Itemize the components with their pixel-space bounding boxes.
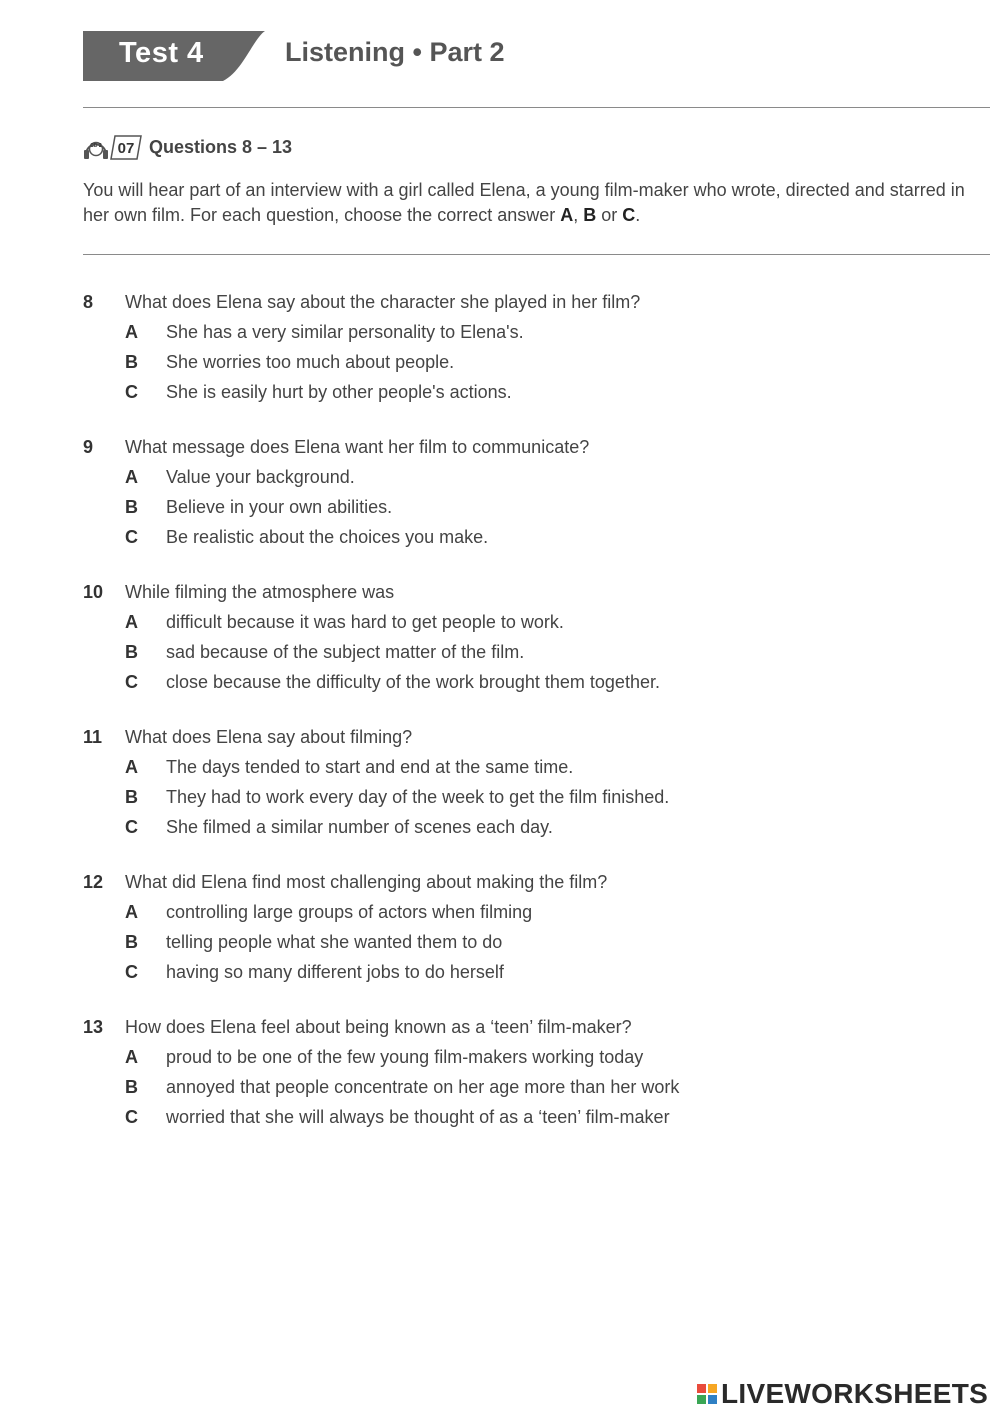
option-a[interactable] [83, 897, 983, 927]
option-letter: A [125, 756, 138, 777]
question-number: 9 [83, 436, 94, 457]
option-text: worried that she will always be thought of as a ‘teen’ film-maker [166, 1106, 670, 1127]
question-number: 12 [83, 871, 104, 892]
option-letter: B [125, 1076, 138, 1097]
question-number: 10 [83, 581, 104, 602]
option-text: close because the difficulty of the work brought them together. [166, 671, 660, 692]
option-c[interactable] [83, 377, 983, 407]
instructions-sep-2: or [596, 205, 623, 225]
logo-blocks-icon [697, 1384, 717, 1404]
section-title: Listening • Part 2 [285, 37, 505, 67]
logo-block [708, 1384, 717, 1393]
questions-heading [83, 133, 292, 161]
option-b[interactable] [83, 637, 983, 667]
option-text: telling people what she wanted them to do [166, 931, 503, 952]
option-a[interactable] [83, 607, 983, 637]
option-text: She filmed a similar number of scenes each day. [166, 816, 553, 837]
option-c[interactable] [83, 812, 983, 842]
top-divider [83, 107, 990, 108]
option-text: The days tended to start and end at the same time. [166, 756, 574, 777]
option-c[interactable] [83, 957, 983, 987]
test-number-label: Test 4 [119, 37, 204, 69]
instructions-end: . [635, 205, 641, 225]
option-letter: B [125, 496, 138, 517]
option-letter: C [125, 1106, 138, 1127]
option-text: She is easily hurt by other people's actions. [166, 381, 512, 402]
liveworksheets-logo[interactable] [697, 1378, 988, 1410]
option-text: Believe in your own abilities. [166, 496, 393, 517]
question-text: What did Elena find most challenging about making the film? [125, 871, 608, 892]
question-text: While filming the atmosphere was [125, 581, 395, 602]
option-c[interactable] [83, 1102, 983, 1132]
instructions-paragraph [83, 178, 983, 228]
question-text: What does Elena say about the character she played in her film? [125, 291, 641, 312]
option-a[interactable] [83, 752, 983, 782]
instructions-sep-1: , [573, 205, 584, 225]
logo-block [697, 1395, 706, 1404]
option-c[interactable] [83, 667, 983, 697]
option-text: difficult because it was hard to get people to work. [166, 611, 564, 632]
option-text: Be realistic about the choices you make. [166, 526, 489, 547]
option-letter: B [125, 931, 138, 952]
option-letter: C [125, 671, 138, 692]
question-text: What does Elena say about filming? [125, 726, 413, 747]
question-8 [83, 287, 983, 407]
option-text: They had to work every day of the week to get the film finished. [166, 786, 670, 807]
question-text: How does Elena feel about being known as a ‘teen’ film-maker? [125, 1016, 632, 1037]
question-number: 11 [83, 726, 103, 747]
option-a[interactable] [83, 317, 983, 347]
cd-label: CD 2 [90, 143, 102, 149]
option-text: having so many different jobs to do herself [166, 961, 504, 982]
option-letter: C [125, 816, 138, 837]
question-9 [83, 432, 983, 552]
instructions-letter-b: B [583, 205, 597, 225]
option-text: sad because of the subject matter of the film. [166, 641, 525, 662]
option-letter: C [125, 961, 138, 982]
question-11 [83, 722, 983, 842]
instructions-text: You will hear part of an interview with a girl called Elena, a young film-maker who wrote, directed and starred in her own film. For each question, choose the correct answer [83, 180, 965, 225]
instructions-letter-a: A [560, 205, 574, 225]
questions-range: Questions 8 – 13 [149, 136, 293, 157]
option-letter: A [125, 611, 138, 632]
track-number: 07 [117, 140, 135, 157]
option-text: controlling large groups of actors when filming [166, 901, 533, 922]
option-b[interactable] [83, 347, 983, 377]
option-letter: C [125, 381, 138, 402]
option-c[interactable] [83, 522, 983, 552]
option-a[interactable] [83, 462, 983, 492]
questions-list [83, 287, 983, 1157]
option-text: Value your background. [166, 466, 355, 487]
logo-block [708, 1395, 717, 1404]
option-b[interactable] [83, 782, 983, 812]
option-letter: B [125, 641, 138, 662]
cd-track-icon[interactable] [83, 133, 143, 161]
option-letter: A [125, 466, 138, 487]
option-letter: A [125, 901, 138, 922]
question-10 [83, 577, 983, 697]
option-letter: C [125, 526, 138, 547]
question-13 [83, 1012, 983, 1132]
option-letter: B [125, 786, 138, 807]
option-text: annoyed that people concentrate on her age more than her work [166, 1076, 680, 1097]
logo-brand-text: LIVEWORKSHEETS [721, 1378, 989, 1409]
question-12 [83, 867, 983, 987]
option-a[interactable] [83, 1042, 983, 1072]
option-letter: B [125, 351, 138, 372]
option-b[interactable] [83, 927, 983, 957]
logo-block [697, 1384, 706, 1393]
test-number-tab [83, 31, 265, 81]
option-b[interactable] [83, 1072, 983, 1102]
bottom-divider [83, 254, 990, 255]
question-number: 13 [83, 1016, 104, 1037]
option-text: proud to be one of the few young film-makers working today [166, 1046, 644, 1067]
headphones-cd-icon [83, 133, 143, 161]
option-letter: A [125, 321, 138, 342]
question-number: 8 [83, 291, 94, 312]
option-text: She worries too much about people. [166, 351, 455, 372]
instructions-letter-c: C [622, 205, 636, 225]
option-letter: A [125, 1046, 138, 1067]
option-b[interactable] [83, 492, 983, 522]
question-text: What message does Elena want her film to communicate? [125, 436, 590, 457]
option-text: She has a very similar personality to Elena's. [166, 321, 524, 342]
